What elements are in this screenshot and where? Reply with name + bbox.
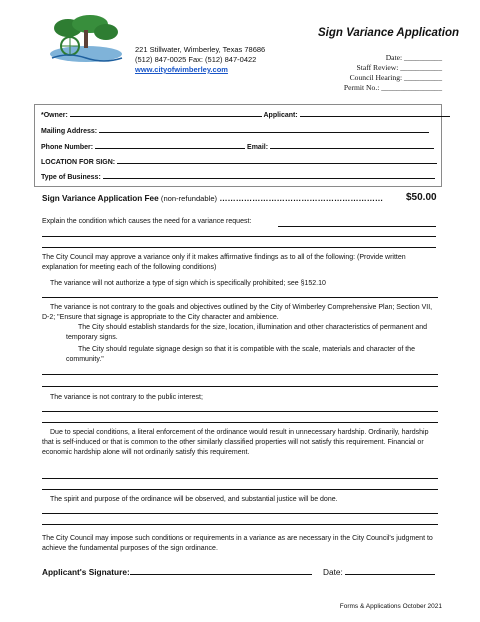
email-label: Email: — [247, 144, 269, 151]
fee-label: Sign Variance Application Fee — [42, 194, 159, 203]
explain-line-2[interactable] — [42, 247, 436, 248]
goals-intro: The variance is not contrary to the goals and objectives outlined by the City of Wimberley Comprehensive Plan; Section VII, D-2; "Ensure that signage is appropriate to the City character and ambience. — [42, 304, 433, 321]
signature-row — [42, 566, 312, 577]
office-council-hearing-field[interactable]: Council Hearing: __________ — [349, 73, 442, 82]
business-field[interactable] — [103, 171, 435, 179]
signature-date-field[interactable] — [345, 566, 435, 575]
applicant-label: Applicant: — [263, 112, 298, 119]
no-authorize-text: The variance will not authorize a type of sign which is specifically prohibited; see §152.10 — [50, 280, 326, 287]
goals-line-1[interactable] — [42, 374, 438, 375]
signature-date-label: Date: — [323, 567, 343, 577]
owner-row — [41, 109, 450, 119]
mailing-label: Mailing Address: — [41, 128, 98, 135]
explain-prompt: Explain the condition which causes the need for a variance request: — [42, 218, 252, 225]
fee-note: (non-refundable) — [160, 194, 218, 203]
hardship-line-2[interactable] — [42, 489, 438, 490]
public-interest-text: The variance is not contrary to the public interest; — [50, 394, 203, 401]
fee-line — [42, 194, 383, 203]
email-field[interactable] — [270, 141, 434, 149]
public-interest-line-2[interactable] — [42, 422, 438, 423]
mailing-field[interactable] — [99, 125, 429, 133]
footer-text: Forms & Applications October 2021 — [339, 603, 442, 610]
location-label: LOCATION FOR SIGN: — [41, 159, 116, 166]
spirit-line-1[interactable] — [42, 513, 438, 514]
location-field[interactable] — [117, 156, 437, 164]
business-label: Type of Business: — [41, 174, 101, 181]
public-interest-line-1[interactable] — [42, 411, 438, 412]
office-staff-review-field[interactable]: Staff Review: ___________ — [356, 63, 442, 72]
spirit-line-2[interactable] — [42, 524, 438, 525]
office-use-block — [344, 53, 442, 93]
owner-field[interactable] — [70, 109, 262, 117]
phone-label: Phone Number: — [41, 144, 94, 151]
no-authorize-line[interactable] — [42, 297, 438, 298]
office-permit-no-field[interactable]: Permit No.: ________________ — [343, 83, 442, 92]
owner-label: *Owner: — [41, 112, 68, 119]
page-title: Sign Variance Application — [318, 27, 460, 39]
address-phone-fax: (512) 847-0025 Fax: (512) 847-0422 — [135, 55, 257, 64]
signature-date-row — [323, 566, 435, 577]
mailing-row — [41, 125, 429, 135]
council-paragraph: The City Council may approve a variance only if it makes affirmative findings as to all of the following: (Provide written explanation for meeting each of the following conditions) — [42, 254, 406, 271]
phone-email-row — [41, 141, 434, 151]
signature-field[interactable] — [130, 566, 312, 575]
goals-line-2[interactable] — [42, 386, 438, 387]
city-logo — [48, 14, 124, 64]
city-address — [135, 45, 265, 75]
fee-amount: $50.00 — [406, 192, 437, 203]
office-date-field[interactable]: Date: __________ — [385, 53, 442, 62]
explain-line-1[interactable] — [42, 236, 436, 237]
address-street: 221 Stillwater, Wimberley, Texas 78686 — [135, 45, 266, 54]
conditions-text: The City Council may impose such conditions or requirements in a variance as are necessary in the City Council's judgment to achieve the fundamental purposes of the sign ordinance. — [42, 535, 433, 552]
hardship-text: Due to special conditions, a literal enforcement of the ordinance would result in unnecessary hardship. Ordinarily, hardship that is self-induced or that is common to the other similarly classified properties will not satisfy this requirement. Financial or economic hardship alone will not ordinarily satisfy this requirement. — [42, 429, 429, 456]
location-row — [41, 156, 437, 166]
goals-standards: The City should establish standards for the size, location, illumination and other characteristics of permanent and temporary signs. — [66, 324, 428, 341]
applicant-field[interactable] — [300, 109, 450, 117]
phone-field[interactable] — [95, 141, 245, 149]
fee-dots: …………………………………………………… — [219, 194, 384, 203]
spirit-text: The spirit and purpose of the ordinance will be observed, and substantial justice will be done. — [50, 496, 338, 503]
signature-label: Applicant's Signature: — [42, 567, 130, 577]
hardship-line-1[interactable] — [42, 478, 438, 479]
explain-line-0[interactable] — [278, 226, 436, 227]
website-link[interactable]: www.cityofwimberley.com — [135, 65, 228, 74]
business-row — [41, 171, 435, 181]
goals-regulate: The City should regulate signage design so that it is compatible with the scale, materials and character of the community." — [66, 346, 415, 363]
